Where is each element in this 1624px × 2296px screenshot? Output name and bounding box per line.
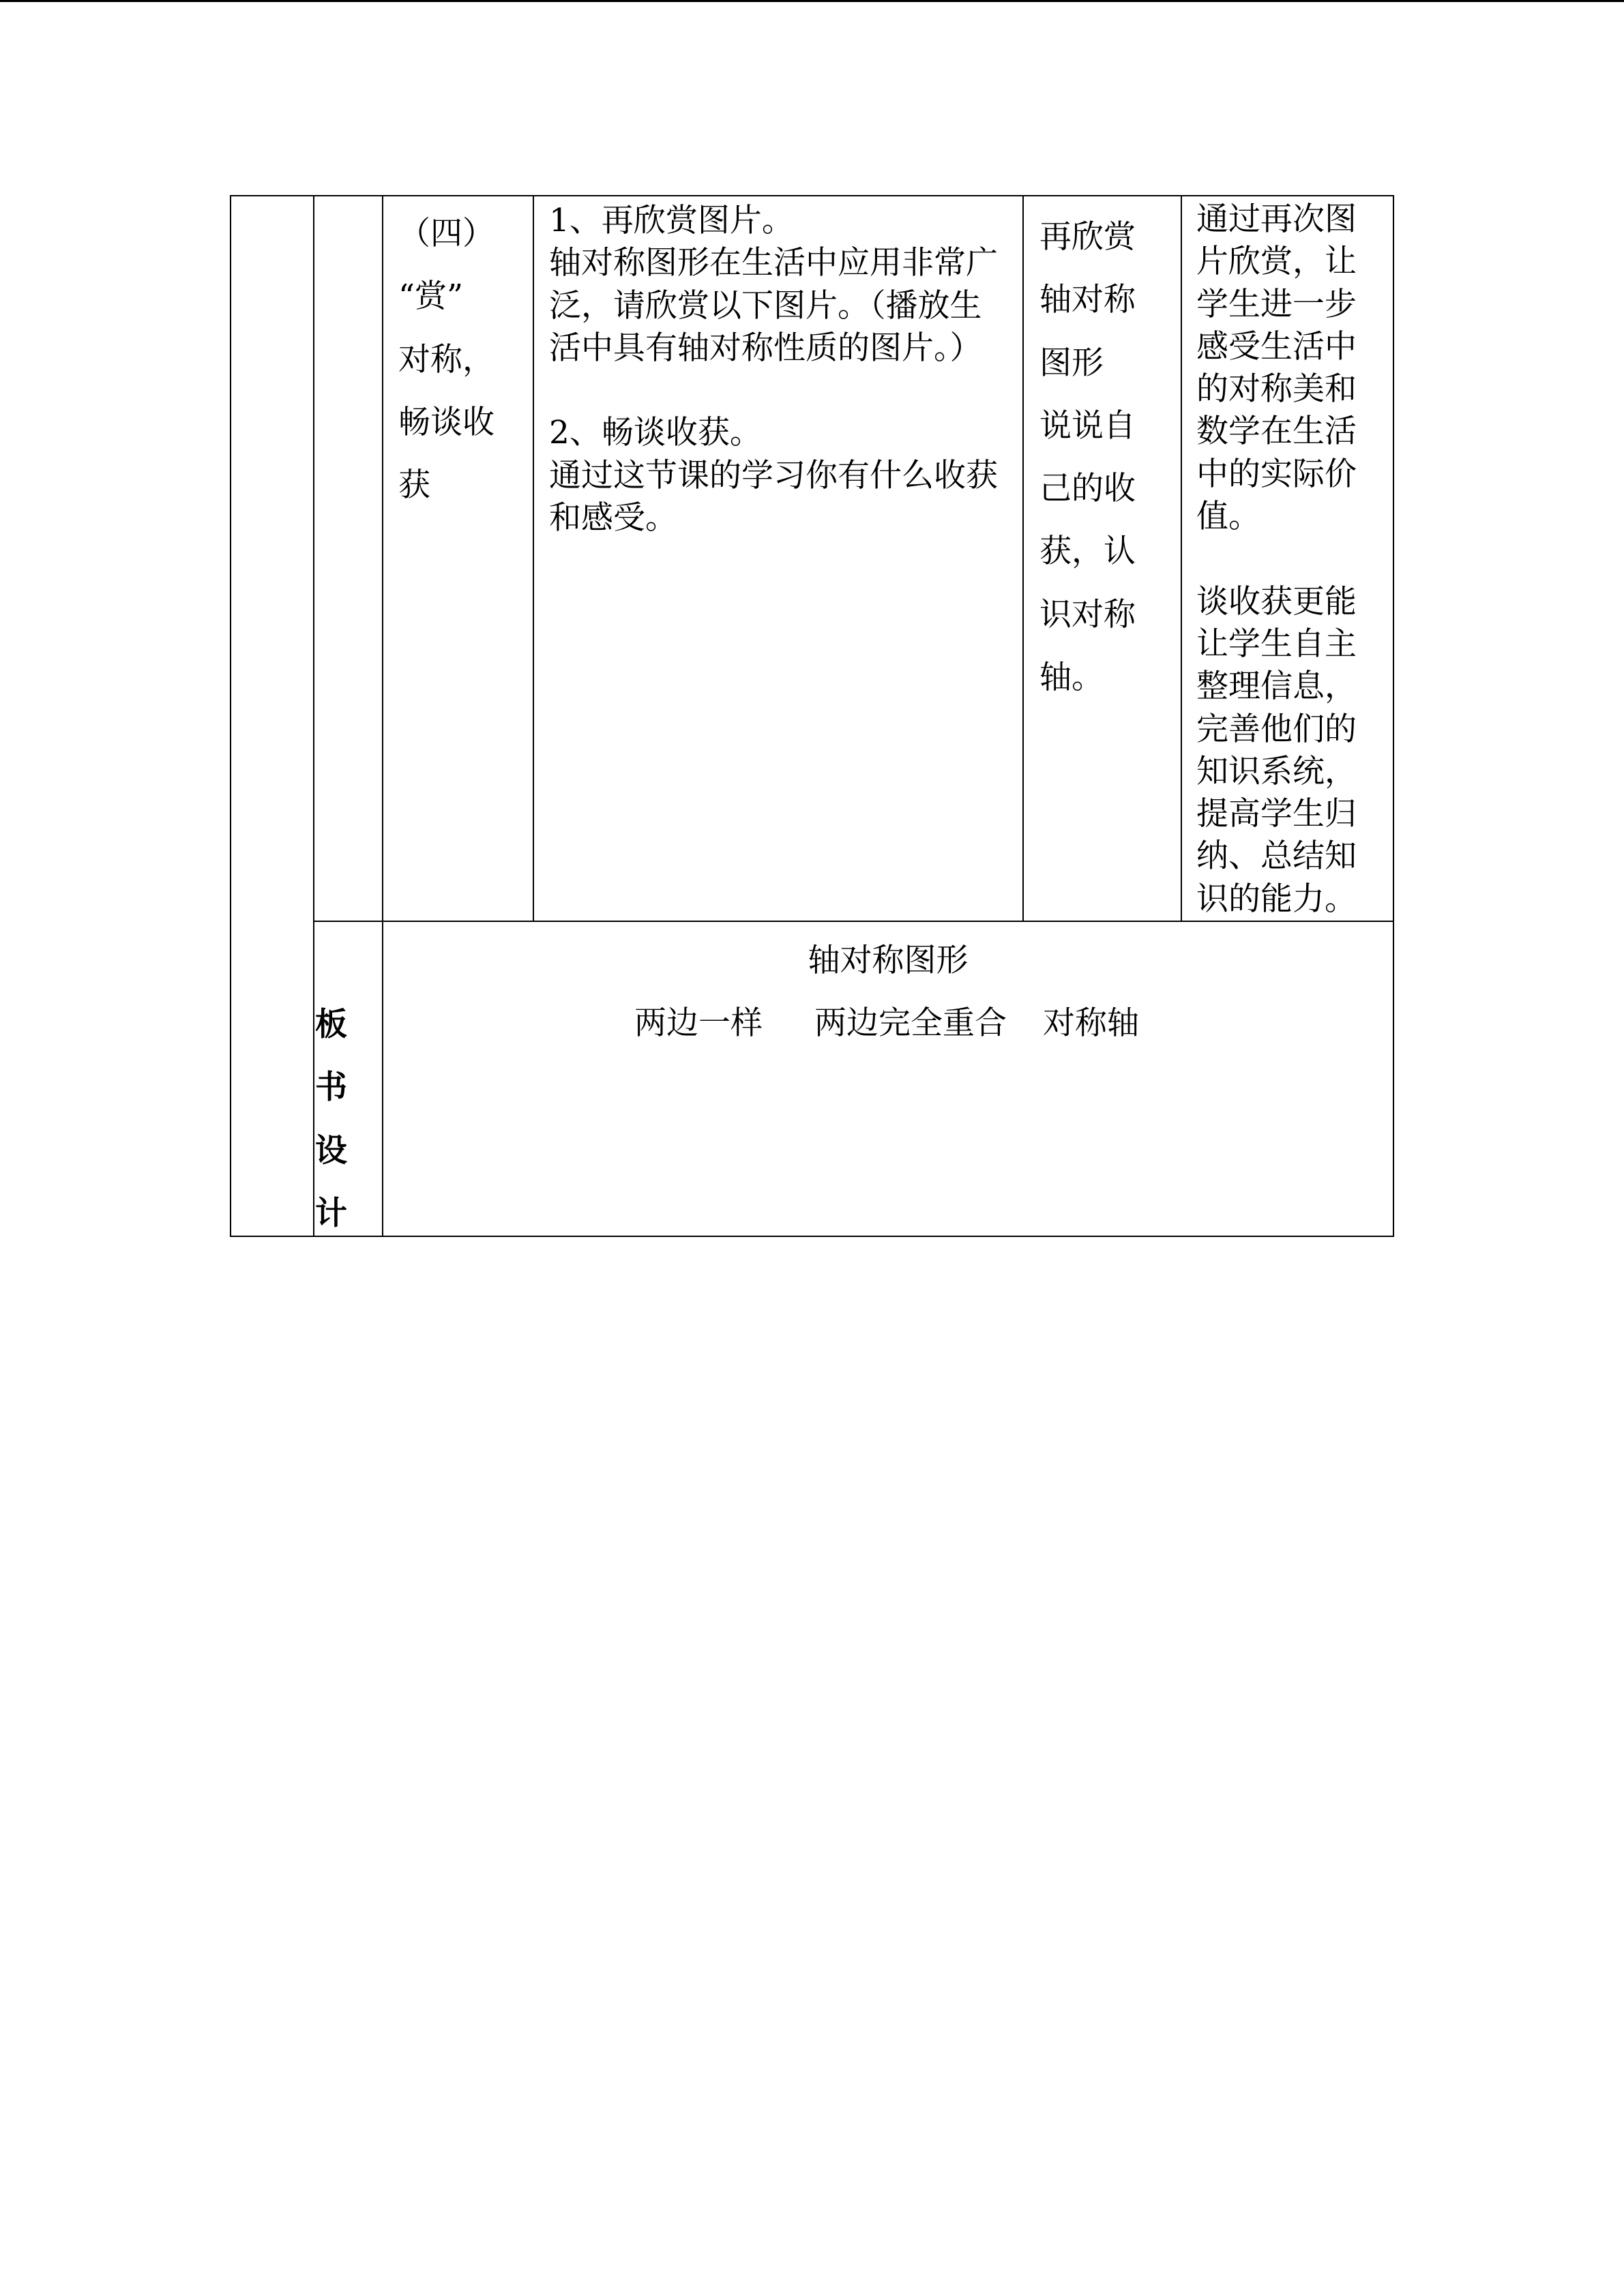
board-label-char: 书 [315,1069,347,1107]
stage-line: 对称， [398,340,494,378]
stage-text [398,203,494,517]
stage-line: 获 [398,466,430,505]
intent-line: 知识系统， [1196,752,1357,790]
stage-line: 畅谈收 [398,403,494,441]
intent-line: 片欣赏，让 [1196,243,1357,281]
board-point: 两边一样 [634,1004,763,1042]
student-line: 图形 [1039,344,1104,382]
activity-line: 活中具有轴对称性质的图片。） [549,329,982,367]
paragraph-gap [1196,538,1357,580]
left-margin-cell [230,195,314,1237]
intent-line: 整理信息， [1196,668,1357,706]
intent-line: 学生进一步 [1196,285,1357,323]
board-point: 两边完全重合 [814,1004,1007,1042]
board-label-char: 设 [315,1131,347,1169]
student-line: 己的收 [1039,470,1136,508]
activity-line: 泛，请欣赏以下图片。（播放生 [549,286,982,325]
stage-line: （四） [398,215,494,252]
intent-line: 中的实际价 [1196,455,1357,493]
activity-line: 和感受。 [549,499,677,537]
intent-line: 提高学生归 [1196,795,1357,833]
board-label-char: 板 [315,1006,347,1043]
board-label-cell [313,921,383,1237]
intent-line: 让学生自主 [1196,625,1357,663]
student-line: 轴。 [1039,659,1104,697]
intent-line: 值。 [1196,498,1260,536]
student-text [1039,206,1136,709]
student-line: 再欣赏 [1039,218,1136,256]
student-line: 识对称 [1039,595,1136,633]
student-line: 轴对称 [1039,281,1136,319]
student-line: 说说自 [1039,406,1136,445]
board-label [315,994,347,1245]
intent-cell [1181,195,1394,922]
board-content-cell [382,921,1394,1237]
board-label-char: 计 [315,1194,347,1232]
activity-heading: 2、畅谈收获。 [549,414,762,452]
intent-line: 通过再次图 [1196,200,1357,238]
intent-line: 感受生活中 [1196,327,1357,366]
board-title: 轴对称图形 [808,942,969,979]
intent-line: 完善他们的 [1196,710,1357,748]
stage-cell [382,195,534,922]
activity-cell [533,195,1024,922]
student-line: 获，认 [1039,533,1136,571]
intent-line: 谈收获更能 [1196,582,1357,621]
row1-blank-cell [313,195,383,922]
intent-line: 纳、总结知 [1196,837,1357,876]
board-point: 对称轴 [1043,1004,1139,1042]
intent-line: 的对称美和 [1196,370,1357,408]
intent-text [1196,198,1357,921]
intent-line: 数学在生活 [1196,413,1357,451]
activity-text [549,200,998,539]
stage-line: “赏” [398,278,464,316]
activity-heading: 1、再欣赏图片。 [549,202,794,239]
page-top-border [0,0,1624,2]
activity-line: 通过这节课的学习你有什么收获 [549,456,998,494]
intent-line: 识的能力。 [1196,880,1357,918]
student-cell [1022,195,1182,922]
paragraph-gap [549,370,998,412]
activity-line: 轴对称图形在生活中应用非常广 [549,244,998,282]
